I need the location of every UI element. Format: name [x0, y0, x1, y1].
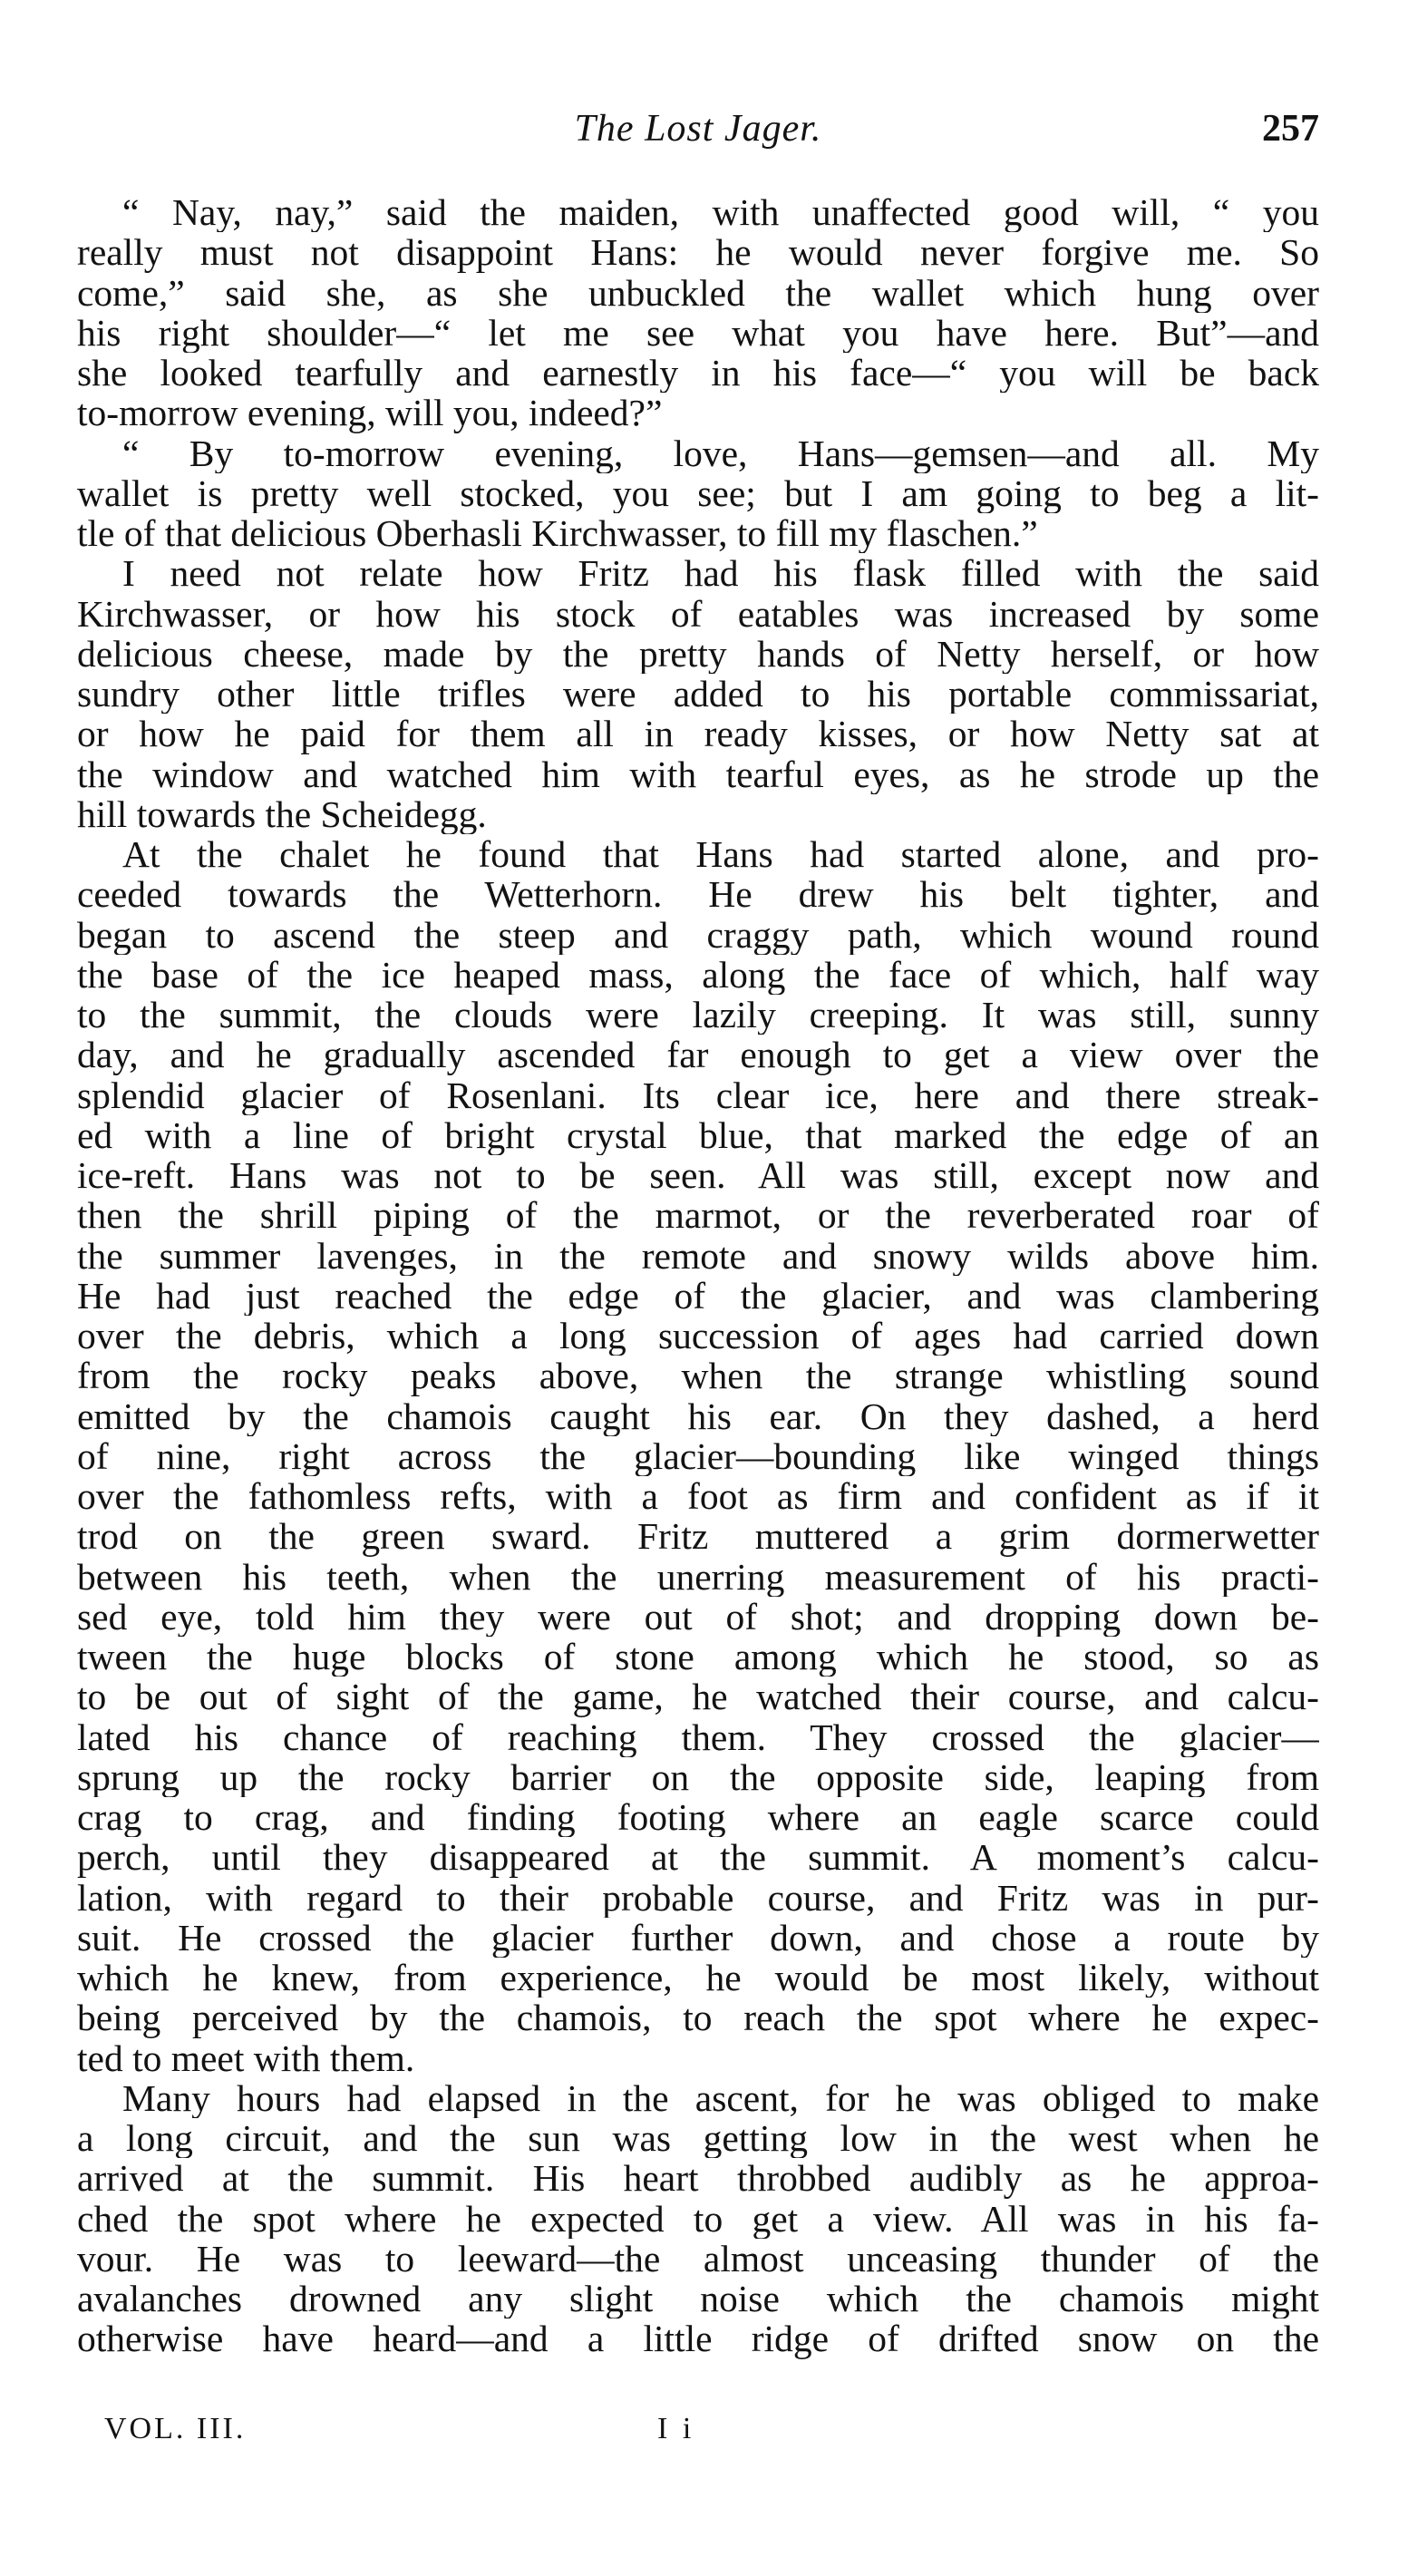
text-line: sundry other little trifles were added to his portable commissariat,	[77, 674, 1319, 714]
body-text	[77, 192, 1319, 2359]
text-line: the window and watched him with tearful eyes, as he strode up the	[77, 753, 1319, 794]
text-line: trod on the green sward. Fritz muttered a grim dormerwetter	[77, 1516, 1319, 1557]
text-line: or how he paid for them all in ready kisses, or how Netty sat at	[77, 714, 1319, 754]
text-line: I need not relate how Fritz had his flask filled with the said	[122, 553, 1319, 594]
text-line: lation, with regard to their probable course, and Fritz was in pur-	[77, 1877, 1319, 1918]
text-line: hill towards the Scheidegg.	[77, 793, 487, 834]
text-line: day, and he gradually ascended far enough to get a view over the	[77, 1035, 1319, 1075]
text-line: “ Nay, nay,” said the maiden, with unaffected good will, “ you	[122, 192, 1319, 233]
text-line: “ By to-morrow evening, love, Hans—gemsen—and all. My	[122, 433, 1319, 473]
text-line: from the rocky peaks above, when the strange whistling sound	[77, 1356, 1319, 1396]
text-line: arrived at the summit. His heart throbbed audibly as he approa-	[77, 2158, 1319, 2199]
text-line: the summer lavenges, in the remote and snowy wilds above him.	[77, 1235, 1319, 1276]
page-footer	[77, 2412, 1319, 2457]
page-number: 257	[1262, 108, 1319, 150]
text-line: to-morrow evening, will you, indeed?”	[77, 393, 663, 433]
text-line: tween the huge blocks of stone among which he stood, so as	[77, 1637, 1319, 1677]
page-header	[77, 107, 1319, 161]
volume-label: VOL. III.	[104, 2412, 247, 2445]
text-line: wallet is pretty well stocked, you see; but I am going to beg a lit-	[77, 472, 1319, 513]
text-line: sed eye, told him they were out of shot; and dropping down be-	[77, 1596, 1319, 1637]
text-line: a long circuit, and the sun was getting low in the west when he	[77, 2118, 1319, 2159]
text-line: lated his chance of reaching them. They crossed the glacier—	[77, 1716, 1319, 1757]
text-line: ed with a line of bright crystal blue, that marked the edge of an	[77, 1114, 1319, 1155]
text-line: ched the spot where he expected to get a view. All was in his fa-	[77, 2198, 1319, 2239]
text-line: crag to crag, and finding footing where an eagle scarce could	[77, 1797, 1319, 1838]
text-line: then the shrill piping of the marmot, or the reverberated roar of	[77, 1195, 1319, 1236]
text-line: suit. He crossed the glacier further down, and chose a route by	[77, 1917, 1319, 1958]
text-line: over the debris, which a long succession of ages had carried down	[77, 1316, 1319, 1356]
text-line: perch, until they disappeared at the summit. A moment’s calcu-	[77, 1837, 1319, 1878]
text-line: ice-reft. Hans was not to be seen. All was still, except now and	[77, 1155, 1319, 1196]
text-line: to be out of sight of the game, he watched their course, and calcu-	[77, 1677, 1319, 1717]
text-line: Kirchwasser, or how his stock of eatables was increased by some	[77, 593, 1319, 634]
text-line: emitted by the chamois caught his ear. On they dashed, a herd	[77, 1395, 1319, 1436]
text-line: splendid glacier of Rosenlani. Its clear ice, here and there streak-	[77, 1074, 1319, 1115]
text-line: At the chalet he found that Hans had started alone, and pro-	[122, 834, 1319, 875]
text-line: ted to meet with them.	[77, 2037, 415, 2078]
running-title: The Lost Jager.	[574, 108, 822, 150]
signature-mark: I i	[657, 2412, 695, 2445]
text-line: his right shoulder—“ let me see what you have here. But”—and	[77, 312, 1319, 353]
text-line: to the summit, the clouds were lazily creeping. It was still, sunny	[77, 995, 1319, 1035]
text-line: sprung up the rocky barrier on the opposite side, leaping from	[77, 1756, 1319, 1797]
text-line: between his teeth, when the unerring measurement of his practi-	[77, 1556, 1319, 1597]
text-line: ceeded towards the Wetterhorn. He drew his belt tighter, and	[77, 874, 1319, 915]
text-line: avalanches drowned any slight noise which the chamois might	[77, 2279, 1319, 2319]
text-line: which he knew, from experience, he would be most likely, without	[77, 1958, 1319, 1998]
text-line: of nine, right across the glacier—bounding like winged things	[77, 1435, 1319, 1476]
text-line: come,” said she, as she unbuckled the wallet which hung over	[77, 272, 1319, 313]
text-line: she looked tearfully and earnestly in his face—“ you will be back	[77, 353, 1319, 394]
text-line: He had just reached the edge of the glacier, and was clambering	[77, 1275, 1319, 1316]
text-line: Many hours had elapsed in the ascent, for he was obliged to make	[122, 2077, 1319, 2118]
text-line: over the fathomless refts, with a foot as firm and confident as if it	[77, 1476, 1319, 1517]
text-line: began to ascend the steep and craggy path, which wound round	[77, 914, 1319, 955]
text-line: the base of the ice heaped mass, along the face of which, half way	[77, 954, 1319, 995]
text-line: really must not disappoint Hans: he would never forgive me. So	[77, 232, 1319, 273]
text-line: tle of that delicious Oberhasli Kirchwasser, to fill my flaschen.”	[77, 513, 1038, 554]
text-line: being perceived by the chamois, to reach the spot where he expec-	[77, 1998, 1319, 2038]
text-line: vour. He was to leeward—the almost unceasing thunder of the	[77, 2238, 1319, 2279]
text-line: otherwise have heard—and a little ridge of drifted snow on the	[77, 2318, 1319, 2359]
text-line: delicious cheese, made by the pretty hands of Netty herself, or how	[77, 633, 1319, 674]
